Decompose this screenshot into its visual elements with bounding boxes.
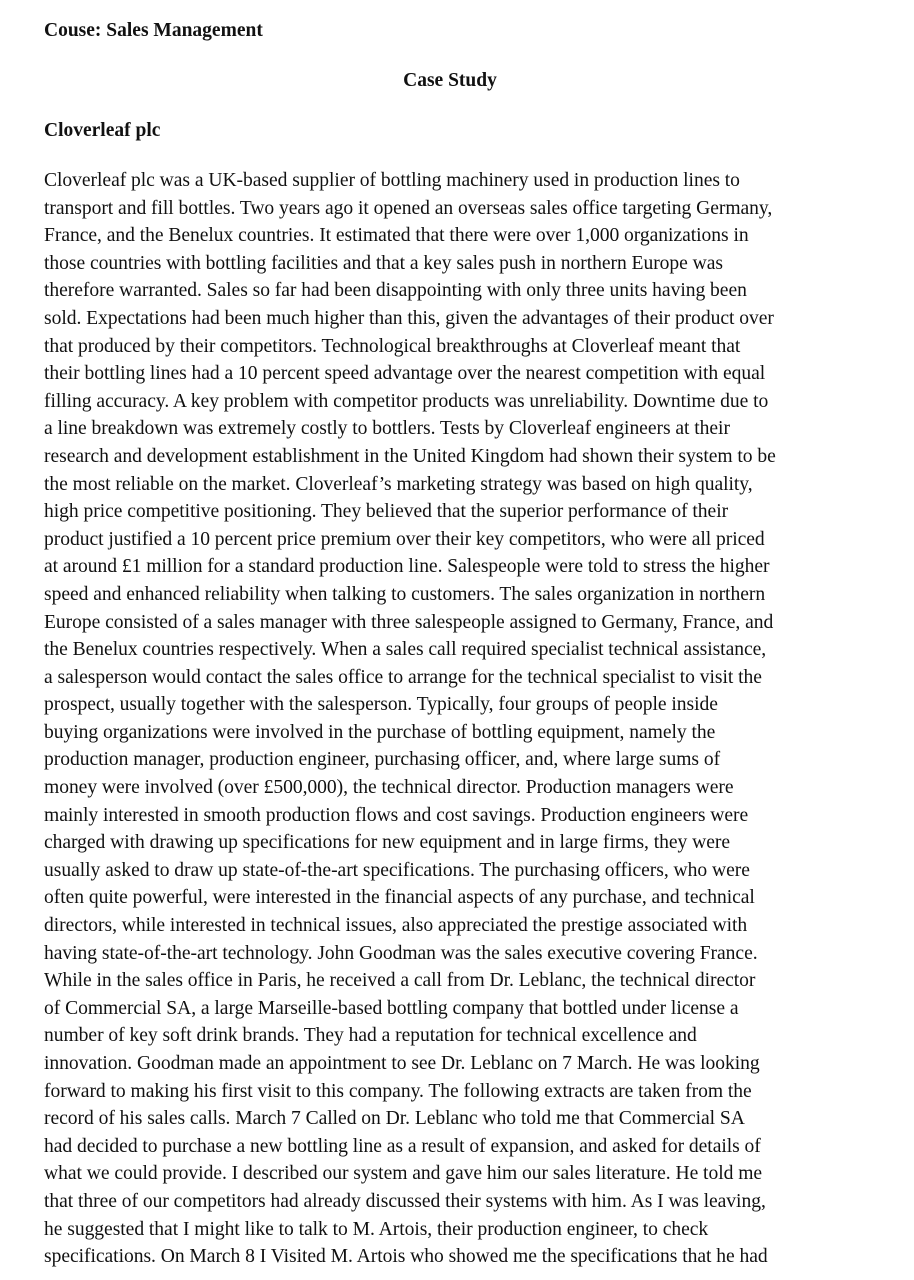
body-text-line: innovation. Goodman made an appointment to see Dr. Leblanc on 7 March. He was looking: [44, 1053, 760, 1074]
body-text-line: record of his sales calls. March 7 Called on Dr. Leblanc who told me that Commercial SA: [44, 1108, 745, 1130]
body-text-line: a line breakdown was extremely costly to bottlers. Tests by Cloverleaf engineers at their: [44, 418, 730, 440]
body-text-line: at around £1 million for a standard production line. Salespeople were told to stress the higher: [44, 556, 770, 578]
body-text-line: money were involved (over £500,000), the technical director. Production managers were: [44, 777, 734, 799]
body-text-line: product justified a 10 percent price premium over their key competitors, who were all priced: [44, 528, 765, 550]
body-text-line: often quite powerful, were interested in the financial aspects of any purchase, and technical: [44, 887, 755, 909]
body-text-line: mainly interested in smooth production flows and cost savings. Production engineers were: [44, 804, 749, 826]
case-body-paragraph: [44, 167, 904, 1271]
body-text-line: speed and enhanced reliability when talking to customers. The sales organization in northern: [44, 583, 766, 605]
body-text-line: sold. Expectations had been much higher than this, given the advantages of their product over: [44, 307, 774, 329]
body-text-line: France, and the Benelux countries. It estimated that there were over 1,000 organizations in: [44, 225, 749, 247]
body-text-line: charged with drawing up specifications for new equipment and in large firms, they were: [44, 832, 730, 854]
body-text-line: directors, while interested in technical issues, also appreciated the prestige associated with: [44, 915, 748, 937]
body-text-line: transport and fill bottles. Two years ago it opened an overseas sales office targeting Germany,: [44, 197, 773, 219]
body-text-line: production manager, production engineer, purchasing officer, and, where large sums of: [44, 749, 721, 771]
body-text-line: buying organizations were involved in the purchase of bottling equipment, namely the: [44, 721, 716, 743]
body-text-line: that three of our competitors had already discussed their systems with him. As I was leaving,: [44, 1190, 766, 1212]
body-text-line: high price competitive positioning. They believed that the superior performance of their: [44, 501, 729, 523]
body-text-line: those countries with bottling facilities and that a key sales push in northern Europe was: [44, 252, 723, 274]
body-text-line: of Commercial SA, a large Marseille-based bottling company that bottled under license a: [44, 997, 739, 1019]
body-text-line: the most reliable on the market. Cloverleaf’s marketing strategy was based on high quality,: [44, 473, 753, 495]
company-heading: Cloverleaf plc: [44, 120, 161, 141]
body-text-line: While in the sales office in Paris, he received a call from Dr. Leblanc, the technical director: [44, 970, 756, 992]
body-text-line: that produced by their competitors. Technological breakthroughs at Cloverleaf meant that: [44, 335, 741, 357]
body-text-line: therefore warranted. Sales so far had been disappointing with only three units having been: [44, 280, 747, 302]
body-text-line: the Benelux countries respectively. When a sales call required specialist technical assistance,: [44, 639, 767, 661]
body-text-line: number of key soft drink brands. They had a reputation for technical excellence and: [44, 1025, 697, 1047]
body-text-line: Cloverleaf plc was a UK-based supplier of bottling machinery used in production lines to: [44, 170, 740, 191]
body-text-line: usually asked to draw up state-of-the-art specifications. The purchasing officers, who were: [44, 859, 750, 881]
body-text-line: having state-of-the-art technology. John Goodman was the sales executive covering France.: [44, 942, 758, 964]
body-text-line: specifications. On March 8 I Visited M. Artois who showed me the specifications that he had: [44, 1246, 768, 1268]
body-text-line: he suggested that I might like to talk to M. Artois, their production engineer, to check: [44, 1218, 709, 1240]
body-text-line: their bottling lines had a 10 percent speed advantage over the nearest competition with equal: [44, 363, 766, 385]
body-text-line: research and development establishment in the United Kingdom had shown their system to be: [44, 445, 776, 467]
body-text-line: filling accuracy. A key problem with competitor products was unreliability. Downtime due to: [44, 390, 769, 412]
course-title: Couse: Sales Management: [44, 20, 263, 41]
body-text-line: what we could provide. I described our system and gave him our sales literature. He told me: [44, 1163, 763, 1185]
case-study-heading: Case Study: [403, 70, 497, 91]
body-text-line: prospect, usually together with the salesperson. Typically, four groups of people inside: [44, 694, 718, 716]
body-text-line: forward to making his first visit to this company. The following extracts are taken from the: [44, 1080, 752, 1102]
body-text-line: a salesperson would contact the sales office to arrange for the technical specialist to visit the: [44, 666, 762, 688]
body-text-line: Europe consisted of a sales manager with three salespeople assigned to Germany, France, and: [44, 611, 774, 633]
body-text-line: had decided to purchase a new bottling line as a result of expansion, and asked for details of: [44, 1135, 761, 1157]
